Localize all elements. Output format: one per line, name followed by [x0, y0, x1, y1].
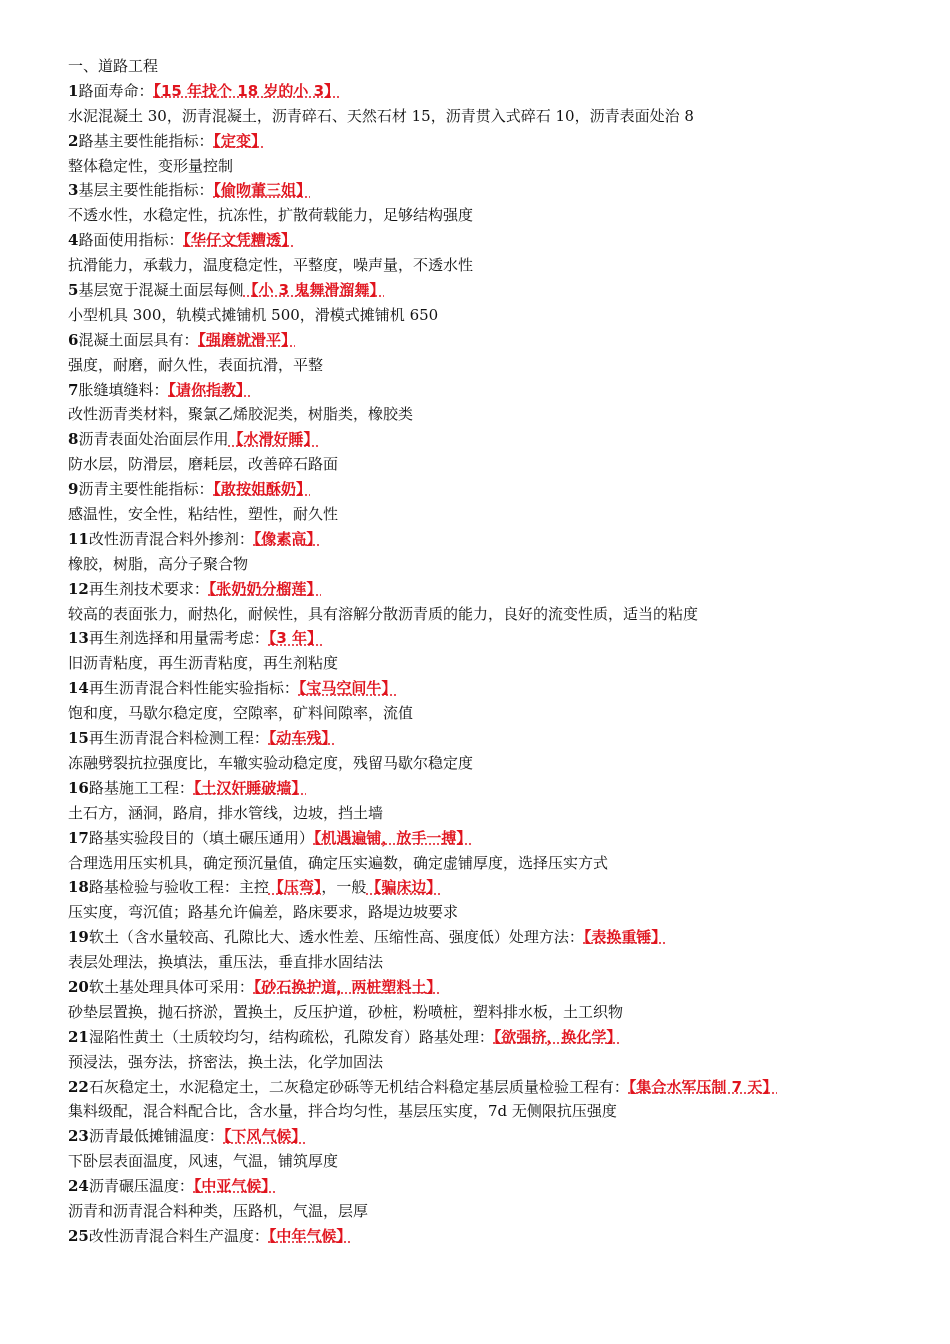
item-number: 16 — [68, 778, 89, 797]
item-question-line — [68, 1025, 928, 1050]
item-mnemonic: 【表换重锤】 — [583, 928, 667, 947]
item-question: 路基检验与验收工程：主控 — [88, 878, 269, 897]
item-question-line — [68, 527, 928, 552]
item-question-line — [68, 427, 928, 452]
item-answer: 旧沥青粘度，再生沥青粘度，再生剂粘度 — [68, 654, 339, 673]
item-question: 路面使用指标： — [78, 231, 184, 250]
item-number: 5 — [68, 281, 79, 300]
item-answer: 感温性，安全性，粘结性，塑性，耐久性 — [68, 505, 339, 524]
item-mnemonic: 【15 年找个 18 岁的小 3】 — [153, 81, 340, 100]
item-answer: 小型机具 300，轨模式摊铺机 500，滑模式摊铺机 650 — [68, 305, 439, 324]
item-answer: 冻融劈裂抗拉强度比，车辙实验动稳定度，残留马歇尔稳定度 — [68, 753, 474, 772]
item-question: 石灰稳定土，水泥稳定土，二灰稳定砂砾等无机结合料稳定基层质量检验工程有： — [88, 1077, 629, 1096]
item-mnemonic: 【华仔文凭糟透】 — [183, 231, 296, 250]
item-answer: 强度，耐磨，耐久性，表面抗滑，平整 — [68, 355, 324, 374]
document-page — [68, 54, 928, 1249]
item-question-line — [68, 228, 928, 253]
item-question: 胀缝填缝料： — [78, 380, 169, 399]
item-answer: 沥青和沥青混合料种类，压路机，气温，层厚 — [68, 1201, 369, 1220]
item-answer: 下卧层表面温度，风速，气温，铺筑厚度 — [68, 1152, 339, 1171]
item-question-line — [68, 278, 928, 303]
item-mnemonic: 【偷吻董三姐】 — [213, 181, 311, 200]
item-mnemonic: 【中亚气候】 — [193, 1177, 277, 1196]
item-answer: 集料级配，混合料配合比，含水量，拌合均匀性，基层压实度，7d 无侧限抗压强度 — [68, 1102, 617, 1121]
item-question-line — [68, 776, 928, 801]
item-mnemonic: 【强磨就滑平】 — [198, 330, 296, 349]
item-answer: 橡胶，树脂，高分子聚合物 — [68, 554, 249, 573]
item-question: 路基实验段目的（填土碾压通用） — [88, 828, 314, 847]
item-question: 再生沥青混合料检测工程： — [88, 729, 269, 748]
item-question-line — [68, 577, 928, 602]
item-number: 7 — [68, 380, 79, 399]
item-mnemonic: 【像素高】 — [253, 529, 322, 548]
item-mnemonic: 【敢按姐酥奶】 — [213, 480, 311, 499]
item-question-line — [68, 1224, 928, 1249]
item-question: 沥青表面处治面层作用 — [78, 430, 229, 449]
item-question: 改性沥青混合料生产温度： — [88, 1226, 269, 1245]
item-mnemonic: 【砂石换护道，两桩塑料土】 — [253, 977, 442, 996]
item-answer: 饱和度，马歇尔稳定度，空隙率，矿料间隙率，流值 — [68, 704, 414, 723]
item-answer: 不透水性，水稳定性，抗冻性，扩散荷载能力，足够结构强度 — [68, 206, 474, 225]
item-number: 24 — [68, 1177, 89, 1196]
item-number: 9 — [68, 480, 79, 499]
item-answer: 抗滑能力，承载力，温度稳定性，平整度，噪声量，不透水性 — [68, 256, 474, 275]
item-number: 21 — [68, 1027, 89, 1046]
item-question: 软土基处理具体可采用： — [88, 977, 254, 996]
item-question-line — [68, 726, 928, 751]
item-number: 4 — [68, 231, 79, 250]
item-answer: 合理选用压实机具，确定预沉量值，确定压实遍数，确定虚铺厚度，选择压实方式 — [68, 853, 609, 872]
item-question-line — [68, 676, 928, 701]
section-title: 一、道路工程 — [68, 57, 159, 75]
item-mnemonic: 【3 年】 — [268, 629, 323, 648]
item-question-line — [68, 79, 928, 104]
item-answer: 压实度，弯沉值；路基允许偏差，路床要求，路堤边坡要求 — [68, 903, 459, 922]
item-mnemonic: 【压弯】 — [268, 878, 322, 897]
item-question: 再生沥青混合料性能实验指标： — [88, 679, 299, 698]
item-answer: 土石方，涵洞，路肩，排水管线，边坡，挡土墙 — [68, 803, 384, 822]
item-question: 基层宽于混凝土面层每侧 — [78, 281, 244, 300]
item-mnemonic: 【请你指教】 — [168, 380, 251, 399]
item-question: 路面寿命： — [78, 81, 154, 100]
item-question-line — [68, 975, 928, 1000]
item-question: 再生剂技术要求： — [88, 579, 209, 598]
item-number: 3 — [68, 181, 79, 200]
item-question-line — [68, 875, 928, 900]
item-question-line — [68, 378, 928, 403]
item-question-line — [68, 178, 928, 203]
item-mnemonic-extra: 【骗床边】 — [366, 878, 442, 897]
item-number: 25 — [68, 1226, 89, 1245]
item-number: 2 — [68, 131, 79, 150]
item-mnemonic: 【定变】 — [213, 131, 266, 150]
item-mnemonic: 【动车残】 — [268, 729, 337, 748]
item-number: 1 — [68, 81, 79, 100]
item-number: 17 — [68, 828, 89, 847]
item-number: 13 — [68, 629, 89, 648]
item-question-line — [68, 826, 928, 851]
item-answer: 预浸法，强夯法，挤密法，换土法，化学加固法 — [68, 1052, 384, 1071]
item-mnemonic: 【机遇遍铺，放手一搏】 — [313, 828, 472, 847]
item-number: 18 — [68, 878, 89, 897]
item-question: 沥青主要性能指标： — [78, 480, 214, 499]
item-question: 改性沥青混合料外掺剂： — [88, 529, 254, 548]
item-question-line — [68, 925, 928, 950]
item-list — [68, 79, 928, 1249]
item-mnemonic: 【欲强挤，换化学】 — [493, 1027, 622, 1046]
item-question: 路基施工工程： — [88, 778, 194, 797]
item-number: 20 — [68, 977, 89, 996]
item-answer: 砂垫层置换，抛石挤淤，置换土，反压护道，砂桩，粉喷桩，塑料排水板，土工织物 — [68, 1002, 624, 1021]
item-mnemonic: 【张奶奶分榴莲】 — [208, 579, 322, 598]
item-mnemonic: 【下风气候】 — [223, 1127, 307, 1146]
item-question: 沥青最低摊铺温度： — [88, 1127, 224, 1146]
item-number: 22 — [68, 1077, 89, 1096]
item-question: 路基主要性能指标： — [78, 131, 214, 150]
item-answer: 表层处理法，换填法，重压法，垂直排水固结法 — [68, 953, 384, 972]
item-number: 11 — [68, 529, 89, 548]
item-number: 8 — [68, 430, 79, 449]
item-number: 15 — [68, 729, 89, 748]
item-answer: 改性沥青类材料，聚氯乙烯胶泥类，树脂类，橡胶类 — [68, 405, 414, 424]
item-mnemonic: 【水滑好睡】 — [228, 430, 319, 449]
item-question-extra: ，一般 — [321, 878, 367, 897]
item-question-line — [68, 129, 928, 154]
item-number: 14 — [68, 679, 89, 698]
item-question: 软土（含水量较高、孔隙比大、透水性差、压缩性高、强度低）处理方法： — [88, 928, 584, 947]
item-question: 再生剂选择和用量需考虑： — [88, 629, 269, 648]
item-number: 12 — [68, 579, 89, 598]
item-question: 沥青碾压温度： — [88, 1177, 194, 1196]
item-question-line — [68, 477, 928, 502]
item-answer: 水泥混凝土 30，沥青混凝土，沥青碎石、天然石材 15，沥青贯入式碎石 10，沥青表面处治 8 — [68, 106, 694, 125]
item-number: 6 — [68, 330, 79, 349]
item-question: 基层主要性能指标： — [78, 181, 214, 200]
item-question-line — [68, 626, 928, 651]
item-answer: 整体稳定性，变形量控制 — [68, 156, 234, 175]
item-number: 23 — [68, 1127, 89, 1146]
item-answer: 防水层，防滑层，磨耗层，改善碎石路面 — [68, 455, 339, 474]
item-mnemonic: 【小 3 鬼舞滑溜舞】 — [243, 281, 385, 300]
item-mnemonic: 【土汉奸睡破墙】 — [193, 778, 307, 797]
item-mnemonic: 【中年气候】 — [268, 1226, 352, 1245]
item-question-line — [68, 1075, 928, 1100]
item-answer: 较高的表面张力，耐热化，耐候性，具有溶解分散沥青质的能力，良好的流变性质，适当的粘度 — [68, 604, 699, 623]
item-question-line — [68, 1124, 928, 1149]
item-number: 19 — [68, 928, 89, 947]
item-question-line — [68, 328, 928, 353]
item-question-line — [68, 1174, 928, 1199]
item-question: 混凝土面层具有： — [78, 330, 199, 349]
item-question: 湿陷性黄土（土质较均匀，结构疏松，孔隙发育）路基处理： — [88, 1027, 494, 1046]
item-mnemonic: 【宝马空间牛】 — [298, 679, 397, 698]
item-mnemonic: 【集合水军压制 7 天】 — [628, 1077, 778, 1096]
